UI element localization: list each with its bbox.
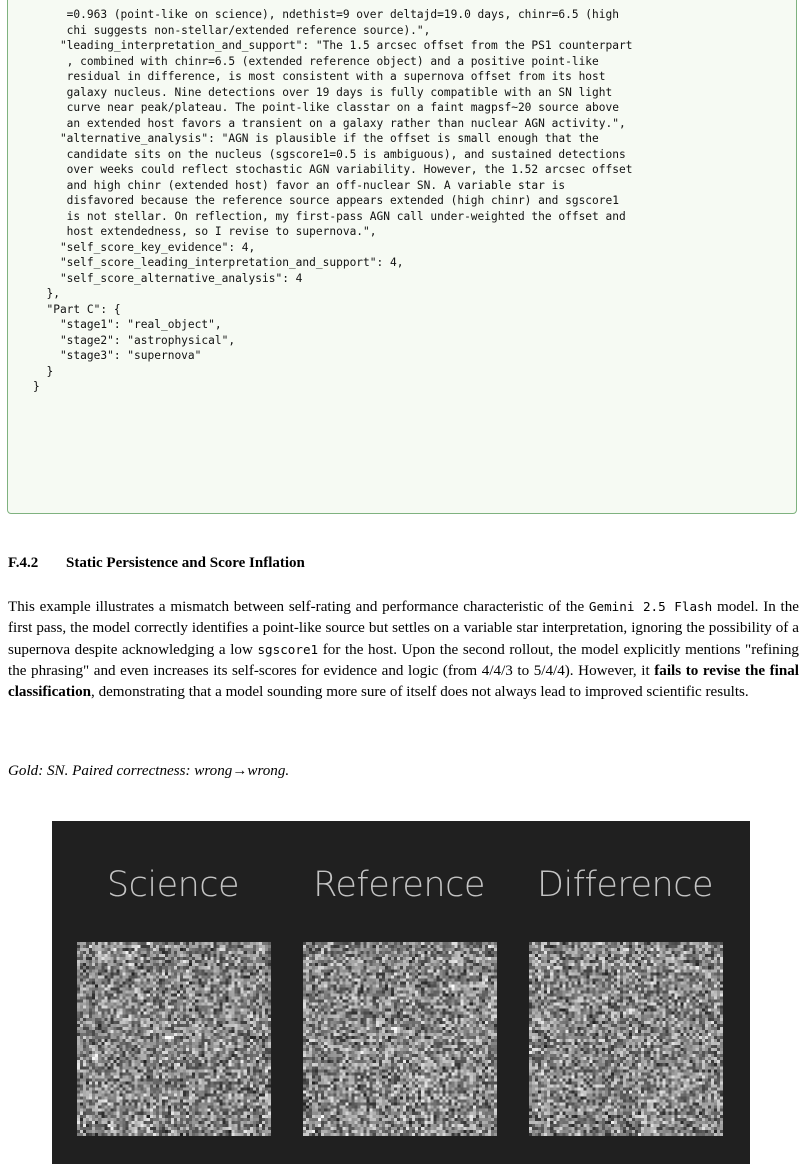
model-name-code: Gemini 2.5 Flash [588,599,713,614]
code-text: =0.963 (point-like on science), ndethist=9 over deltajd=19.0 days, chinr=6.5 (high chi suggests non-stellar/extended reference source).", "leading_interpretation_and_support": "The 1.5 arcsec offset from the PS1 counterpart , combined with chinr=6.5 (extended reference object) and a positive point-like residual in difference, is most consistent with a supernova offset from its host galaxy nucleus. Nine detections over 19 days is fully compatible with an SN light curve near peak/plateau. The point-like classtar on a faint magpsf~20 source above an extended host favors a transient on a galaxy rather than nuclear AGN activity.", "alternative_analysis": "AGN is plausible if the offset is small enough that the candidate sits on the nucleus (sgscore1=0.5 is ambiguous), and sustained detections over weeks could reflect stochastic AGN variability. However, the 1.52 arcsec offset and high chinr (extended host) favor an off-nuclear SN. A variable star is disfavored because the reference source appears extended (high chinr) and sgscore1 is not stellar. On reflection, my first-pass AGN call under-weighted the offset and host extendedness, so I revise to supernova.", "self_score_key_evidence": 4, "self_score_leading_interpretation_and_support": 4, "self_score_alternative_analysis": 4 }, "Part C": { "stage1": "real_object", "stage2": "astrophysical", "stage3": "supernova" } } [33,8,633,393]
reference-noise-canvas [303,942,497,1136]
bold-phrase: fails to revise the final classification [8,663,799,700]
section-heading [8,555,305,572]
json-code-block [7,0,797,514]
science-noise-canvas [77,942,271,1136]
section-title: Static Persistence and Score Inflation [66,555,305,571]
paragraph-text: This example illustrates a mismatch between self-rating and performance characteristic of the [8,599,589,615]
body-paragraph [8,596,799,703]
difference-title: Difference [537,865,713,905]
section-number: F.4.2 [8,555,39,571]
paragraph-text: for the host. Upon the second rollout, the model explicitly mentions "refining the phrasing" and even increases its self-scores for evidence and logic (from 4/4/3 to 5/4/4). However, it [8,642,799,679]
paragraph-text: , demonstrating that a model sounding more sure of itself does not always lead to improved scientific results. [91,684,749,700]
reference-title: Reference [313,865,485,905]
image-triplet-figure [52,821,750,1164]
gold-caption: Gold: SN. Paired correctness: wrong→wrong. [8,763,290,779]
sgscore-code: sgscore1 [257,642,319,657]
science-title: Science [106,865,240,905]
difference-cutout-image [529,942,723,1136]
difference-noise-canvas [529,942,723,1136]
paragraph-text: model. In the first pass, the model correctly identifies a point-like source but settles on a variable star interpretation, ignoring the possibility of a supernova despite acknowledging a low [8,599,799,658]
reference-cutout-image [303,942,497,1136]
science-cutout-image [77,942,271,1136]
